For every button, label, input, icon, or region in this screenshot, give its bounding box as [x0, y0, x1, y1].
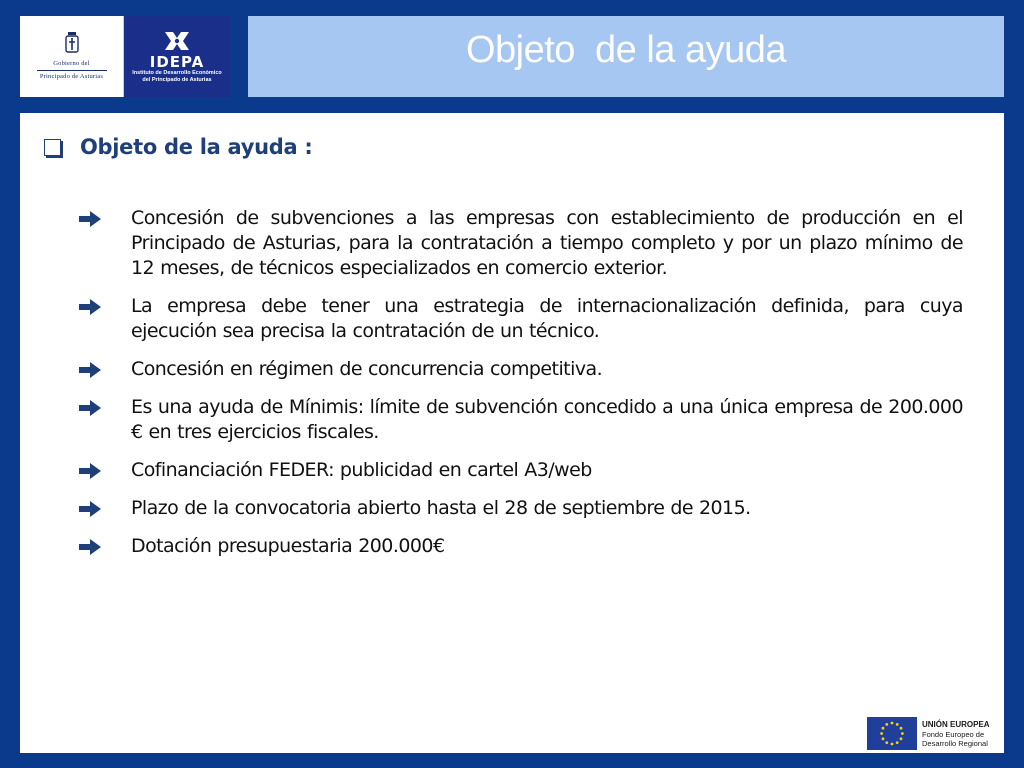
idepa-name: IDEPA [149, 52, 205, 71]
arrow-right-icon [78, 462, 102, 480]
bullet-list [78, 206, 963, 572]
bullet-text: La empresa debe tener una estrategia de internacionalización definida, para cuya ejecución sea precisa la contratación de un técnico. [131, 295, 963, 342]
bullet-text: Concesión de subvenciones a las empresas con establecimiento de producción en el Principado de Asturias, para la contratación a tiempo completo y por un plazo mínimo de 12 meses, de técnicos especializados en comercio exterior. [131, 207, 963, 279]
arrow-right-icon [78, 361, 102, 379]
page-title: Objeto de la ayuda [465, 29, 787, 71]
eu-text [922, 720, 990, 748]
list-item [78, 534, 963, 559]
bullet-text: Concesión en régimen de concurrencia competitiva. [131, 358, 603, 380]
eu-line3: Desarrollo Regional [922, 738, 988, 748]
arrow-right-icon [78, 500, 102, 518]
idepa-mark-icon [163, 30, 191, 52]
eu-logo [865, 715, 1004, 752]
logo-idepa [124, 16, 230, 97]
list-item [78, 357, 963, 382]
section-heading [44, 135, 312, 159]
content-panel [20, 113, 1004, 753]
logo-asturias-line1: Gobierno del [53, 60, 90, 67]
idepa-subtitle-2: del Principado de Asturias [142, 76, 212, 83]
title-bar [248, 16, 1004, 97]
idepa-subtitle-1: Instituto de Desarrollo Económico [132, 69, 222, 76]
list-item [78, 496, 963, 521]
section-title: Objeto de la ayuda : [80, 135, 313, 159]
arrow-right-icon [78, 538, 102, 556]
list-item [78, 458, 963, 483]
logo-gobierno-asturias [20, 16, 124, 97]
bullet-text: Plazo de la convocatoria abierto hasta el 28 de septiembre de 2015. [131, 497, 751, 519]
logo-asturias-line2: Principado de Asturias [39, 73, 104, 80]
list-item [78, 395, 963, 445]
list-item [78, 206, 963, 281]
eu-flag-icon [867, 717, 917, 750]
eu-line1: UNIÓN EUROPEA [922, 719, 990, 729]
bullet-text: Dotación presupuestaria 200.000€ [131, 535, 445, 557]
list-item [78, 294, 963, 344]
bullet-text: Es una ayuda de Mínimis: límite de subvención concedido a una única empresa de 200.000 € en tres ejercicios fiscales. [131, 396, 963, 443]
header-logos [20, 16, 230, 97]
logo-asturias-rule [37, 70, 107, 71]
eu-line2: Fondo Europeo de [922, 729, 985, 739]
arrow-right-icon [78, 399, 102, 417]
bullet-text: Cofinanciación FEDER: publicidad en cartel A3/web [131, 459, 592, 481]
coat-of-arms-icon [65, 32, 79, 54]
arrow-right-icon [78, 298, 102, 316]
arrow-right-icon [78, 210, 102, 228]
checkbox-icon [44, 139, 61, 156]
